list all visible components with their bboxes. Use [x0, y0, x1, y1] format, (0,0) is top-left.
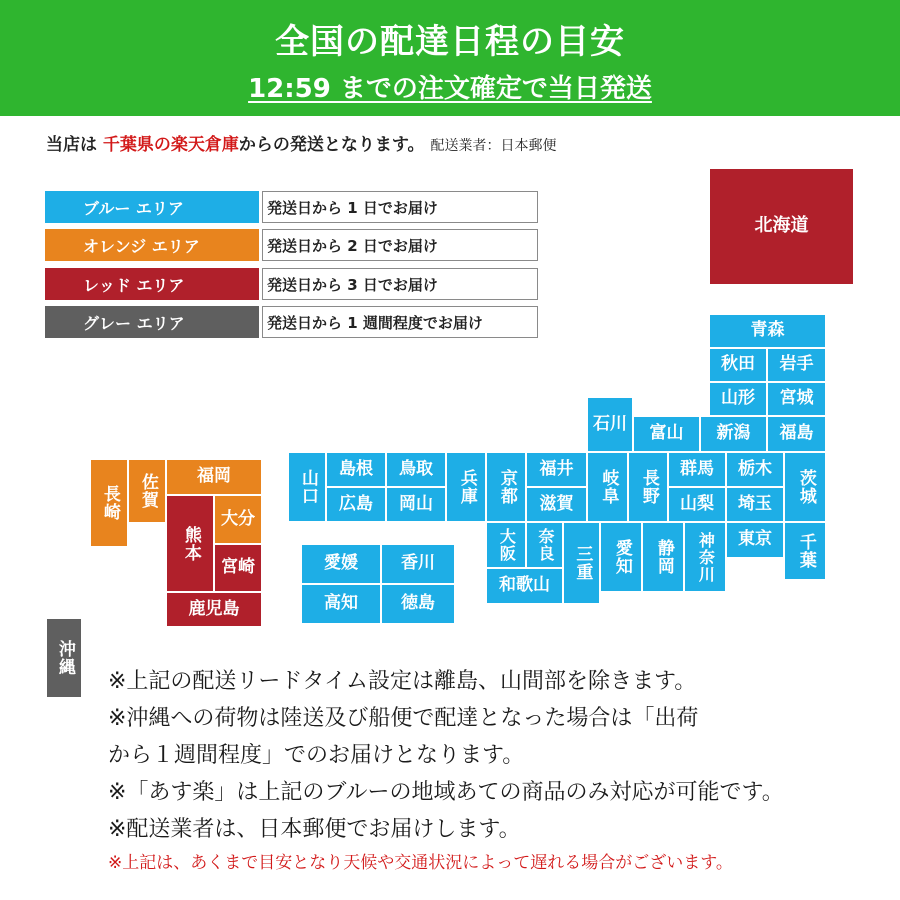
- pref-miyazaki: 宮崎: [214, 544, 262, 592]
- note-line: ※沖縄への荷物は陸送及び船便で配達となった場合は「出荷: [108, 706, 699, 731]
- pref-tokushima: 徳島: [381, 584, 455, 624]
- notice-prefix: 当店は: [46, 135, 103, 155]
- pref-ishikawa: 石川: [587, 397, 633, 452]
- pref-kanagawa: 神奈川: [684, 522, 726, 592]
- legend-blue-desc: 発送日から 1 日でお届け: [262, 191, 538, 223]
- legend-red-label: レッド エリア: [45, 268, 259, 300]
- header-banner: [0, 0, 900, 116]
- note-line: から１週間程度」でのお届けとなります。: [108, 743, 525, 768]
- pref-toyama: 富山: [633, 416, 700, 452]
- pref-nagano: 長野: [628, 452, 668, 522]
- pref-kumamoto: 熊本: [166, 495, 214, 592]
- pref-yamaguchi: 山口: [288, 452, 326, 522]
- pref-kagawa: 香川: [381, 544, 455, 584]
- pref-okinawa: 沖縄: [46, 618, 82, 698]
- pref-tottori: 鳥取: [386, 452, 446, 487]
- pref-gifu: 岐阜: [587, 452, 628, 522]
- pref-saga: 佐賀: [128, 459, 166, 523]
- pref-miyagi: 宮城: [767, 382, 826, 416]
- pref-fukushima: 福島: [767, 416, 826, 452]
- pref-ibaraki: 茨城: [784, 452, 826, 522]
- pref-shimane: 島根: [326, 452, 386, 487]
- pref-hokkaido: 北海道: [709, 168, 854, 285]
- pref-fukui: 福井: [526, 452, 587, 487]
- pref-gunma: 群馬: [668, 452, 726, 487]
- pref-tochigi: 栃木: [726, 452, 784, 487]
- pref-kochi: 高知: [301, 584, 381, 624]
- legend-orange-desc: 発送日から 2 日でお届け: [262, 229, 538, 261]
- pref-kagoshima: 鹿児島: [166, 592, 262, 627]
- notes-section: [108, 663, 784, 878]
- pref-mie: 三重: [563, 522, 600, 604]
- legend-gray-label: グレー エリア: [45, 306, 259, 338]
- pref-okayama: 岡山: [386, 487, 446, 522]
- pref-hyogo: 兵庫: [446, 452, 486, 522]
- pref-aomori: 青森: [709, 314, 826, 348]
- note-line: ※配送業者は、日本郵便でお届けします。: [108, 817, 521, 842]
- pref-chiba: 千葉: [784, 522, 826, 580]
- legend-orange-label: オレンジ エリア: [45, 229, 259, 261]
- carrier-label: 配送業者：日本郵便: [430, 138, 557, 154]
- pref-yamagata: 山形: [709, 382, 767, 416]
- pref-iwate: 岩手: [767, 348, 826, 382]
- notice-suffix: からの発送となります。: [238, 135, 425, 155]
- pref-oita: 大分: [214, 495, 262, 544]
- warehouse-name: 千葉県の楽天倉庫: [102, 135, 239, 155]
- pref-wakayama: 和歌山: [486, 568, 563, 604]
- pref-shizuoka: 静岡: [642, 522, 684, 592]
- warehouse-notice: [46, 130, 556, 155]
- legend-gray-desc: 発送日から 1 週間程度でお届け: [262, 306, 538, 338]
- page-title: 全国の配達日程の目安: [275, 22, 625, 62]
- legend-blue-label: ブルー エリア: [45, 191, 259, 223]
- pref-shiga: 滋賀: [526, 487, 587, 522]
- legend-red-desc: 発送日から 3 日でお届け: [262, 268, 538, 300]
- note-line: ※「あす楽」は上記のブルーの地域あての商品のみ対応が可能です。: [108, 780, 784, 805]
- same-day-shipping-note: 12:59 までの注文確定で当日発送: [248, 74, 652, 104]
- note-line: ※上記の配送リードタイム設定は離島、山間部を除きます。: [108, 669, 697, 694]
- pref-aichi: 愛知: [600, 522, 642, 592]
- pref-yamanashi: 山梨: [668, 487, 726, 522]
- pref-ehime: 愛媛: [301, 544, 381, 584]
- pref-saitama: 埼玉: [726, 487, 784, 522]
- pref-osaka: 大阪: [486, 522, 526, 568]
- pref-nagasaki: 長崎: [90, 459, 128, 547]
- pref-nara: 奈良: [526, 522, 563, 568]
- pref-hiroshima: 広島: [326, 487, 386, 522]
- delay-warning: ※上記は、あくまで目安となり天候や交通状況によって遅れる場合がございます。: [108, 853, 733, 873]
- pref-fukuoka: 福岡: [166, 459, 262, 495]
- pref-akita: 秋田: [709, 348, 767, 382]
- pref-tokyo: 東京: [726, 522, 784, 558]
- pref-kyoto: 京都: [486, 452, 526, 522]
- pref-niigata: 新潟: [700, 416, 767, 452]
